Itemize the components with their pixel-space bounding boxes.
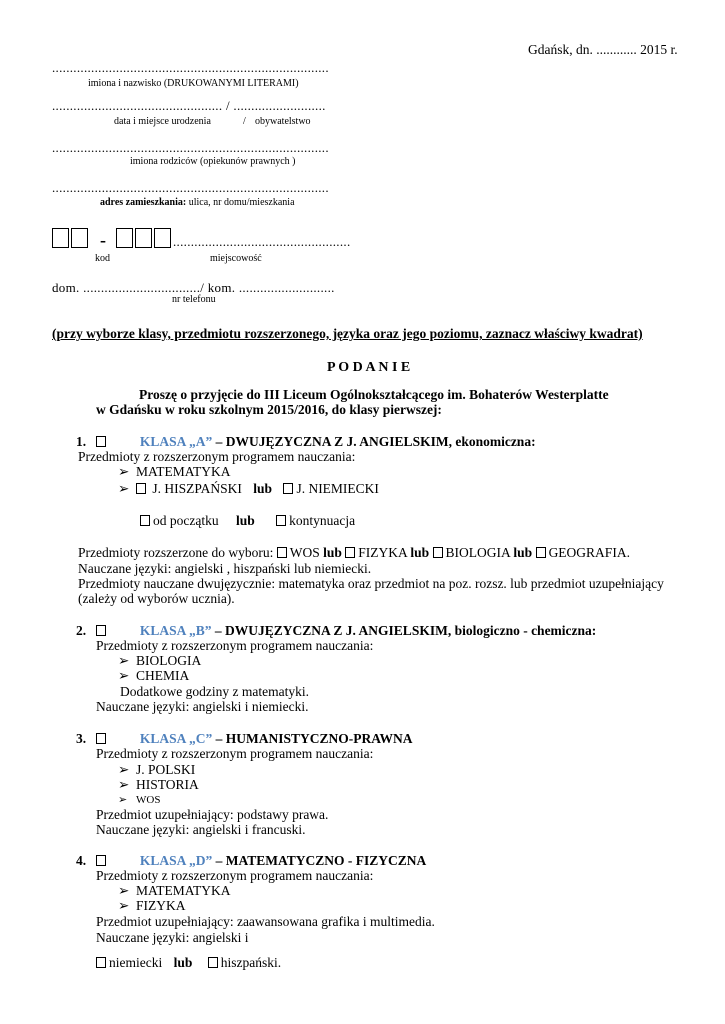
city-field[interactable]: .................................................. — [173, 234, 351, 249]
arrow-bullet-icon: ➢ — [118, 777, 130, 792]
class-c-ext-label: Przedmioty z rozszerzonym programem nauczania: — [96, 746, 374, 761]
class-b-subject — [118, 668, 189, 684]
class-a-name: KLASA „A” — [139, 434, 213, 449]
name-caption: imiona i nazwisko (DRUKOWANYMI LITERAMI) — [88, 78, 299, 89]
subject-label: MATEMATYKA — [136, 464, 231, 479]
arrow-bullet-icon: ➢ — [118, 883, 130, 898]
class-b-checkbox[interactable] — [96, 625, 106, 636]
class-a-number: 1. — [76, 434, 87, 449]
class-d-languages: Nauczane języki: angielski i — [96, 930, 249, 945]
class-c-extra: Przedmiot uzupełniający: podstawy prawa. — [96, 807, 329, 822]
class-a-ext-label: Przedmioty z rozszerzonym programem nauczania: — [78, 449, 356, 464]
postcode-field[interactable] — [52, 228, 351, 251]
class-a-elective-choice — [78, 545, 630, 561]
address-field[interactable]: .............................................................................. — [52, 180, 329, 195]
arrow-bullet-icon: ➢ — [118, 481, 130, 496]
class-a-subject — [118, 464, 231, 480]
class-b-ext-label: Przedmioty z rozszerzonym programem nauczania: — [96, 638, 374, 653]
class-c-desc: – HUMANISTYCZNO-PRAWNA — [212, 731, 413, 746]
physics-checkbox[interactable] — [345, 547, 355, 558]
birth-caption-slash: / — [243, 116, 246, 127]
class-d-desc: – MATEMATYCZNO - FIZYCZNA — [212, 853, 427, 868]
class-d-checkbox[interactable] — [96, 855, 106, 866]
postcode-box[interactable] — [52, 228, 69, 248]
class-b-languages: Nauczane języki: angielski i niemiecki. — [96, 699, 309, 714]
class-a-bilingual: Przedmioty nauczane dwujęzycznie: matematyka oraz przedmiot na poz. rozsz. lub przedmiot uzupełniający — [78, 576, 664, 591]
class-a-checkbox[interactable] — [96, 436, 106, 447]
class-d-subject — [118, 883, 231, 899]
or-label: lub — [513, 545, 533, 560]
birth-field[interactable]: ................................................ / .......................... — [52, 98, 326, 113]
geography-checkbox[interactable] — [536, 547, 546, 558]
postcode-box[interactable] — [135, 228, 152, 248]
class-d-heading — [76, 853, 426, 869]
biology-checkbox[interactable] — [433, 547, 443, 558]
wos-checkbox[interactable] — [277, 547, 287, 558]
or-label: lub — [173, 955, 193, 970]
subject-label: WOS — [136, 794, 161, 806]
address-caption — [100, 197, 295, 208]
or-label: lub — [410, 545, 430, 560]
city-caption: miejscowość — [210, 253, 262, 264]
class-b-heading — [76, 623, 596, 639]
arrow-bullet-icon: ➢ — [118, 464, 130, 479]
beginner-label: od początku — [153, 513, 219, 528]
place-date: Gdańsk, dn. ............ 2015 r. — [528, 42, 678, 57]
class-c-subject — [118, 762, 195, 778]
class-c-subject — [118, 793, 160, 806]
class-a-level-choice — [140, 513, 355, 529]
address-caption-label: adres zamieszkania: — [100, 197, 187, 208]
parents-caption: imiona rodziców (opiekunów prawnych ) — [130, 156, 296, 167]
class-c-subject — [118, 777, 199, 793]
spanish-label: J. HISZPAŃSKI — [152, 481, 242, 496]
wos-label: WOS — [289, 545, 320, 560]
class-c-name: KLASA „C” — [139, 731, 213, 746]
instruction-text: (przy wyborze klasy, przedmiotu rozszerzonego, języka oraz jego poziomu, zaznacz właściwy kwadrat) — [52, 326, 643, 341]
or-label: lub — [323, 545, 342, 560]
class-a-bilingual-note: (zależy od wyborów ucznia). — [78, 591, 235, 606]
subject-label: HISTORIA — [136, 777, 199, 792]
subject-label: BIOLOGIA — [136, 653, 202, 668]
spanish-checkbox[interactable] — [208, 957, 218, 968]
arrow-bullet-icon: ➢ — [118, 668, 130, 683]
subject-label: CHEMIA — [136, 668, 190, 683]
biology-label: BIOLOGIA — [445, 545, 511, 560]
german-label: J. NIEMIECKI — [296, 481, 379, 496]
continuation-checkbox[interactable] — [276, 515, 286, 526]
or-label: lub — [235, 513, 255, 528]
german-checkbox[interactable] — [96, 957, 106, 968]
postcode-dash: - — [100, 230, 106, 250]
citizenship-caption: obywatelstwo — [255, 116, 311, 127]
geography-label: GEOGRAFIA. — [548, 545, 630, 560]
arrow-bullet-icon: ➢ — [118, 794, 128, 806]
class-c-heading — [76, 731, 413, 747]
arrow-bullet-icon: ➢ — [118, 653, 130, 668]
class-a-languages: Nauczane języki: angielski , hiszpański lub niemiecki. — [78, 561, 372, 576]
class-b-desc: – DWUJĘZYCZNA Z J. ANGIELSKIM, biologiczno - chemiczna: — [211, 623, 597, 638]
postcode-caption: kod — [95, 253, 110, 264]
subject-label: FIZYKA — [136, 898, 186, 913]
class-d-subject — [118, 898, 186, 914]
class-d-ext-label: Przedmioty z rozszerzonym programem nauczania: — [96, 868, 374, 883]
subject-label: J. POLSKI — [136, 762, 196, 777]
spanish-checkbox[interactable] — [136, 483, 146, 494]
address-caption-detail: ulica, nr domu/mieszkania — [186, 197, 295, 208]
postcode-box[interactable] — [71, 228, 88, 248]
class-b-number: 2. — [76, 623, 87, 638]
name-field[interactable]: .............................................................................. — [52, 60, 329, 75]
class-b-extra: Dodatkowe godziny z matematyki. — [120, 684, 309, 699]
class-a-heading — [76, 434, 536, 450]
class-d-name: KLASA „D” — [139, 853, 213, 868]
class-a-language-choice — [118, 481, 379, 497]
german-label: niemiecki — [109, 955, 163, 970]
parents-field[interactable]: .............................................................................. — [52, 140, 329, 155]
class-d-number: 4. — [76, 853, 87, 868]
class-b-subject — [118, 653, 201, 669]
subject-label: MATEMATYKA — [136, 883, 231, 898]
class-d-extra: Przedmiot uzupełniający: zaawansowana grafika i multimedia. — [96, 914, 435, 929]
postcode-box[interactable] — [154, 228, 171, 248]
or-label: lub — [253, 481, 273, 496]
page-title: P O D A N I E — [327, 360, 411, 375]
phone-caption: nr telefonu — [172, 294, 216, 305]
class-c-checkbox[interactable] — [96, 733, 106, 744]
class-c-number: 3. — [76, 731, 87, 746]
spanish-label: hiszpański. — [220, 955, 282, 970]
german-checkbox[interactable] — [283, 483, 293, 494]
intro-line-1: Proszę o przyjęcie do III Liceum Ogólnokształcącego im. Bohaterów Westerplatte — [139, 387, 609, 402]
arrow-bullet-icon: ➢ — [118, 898, 130, 913]
birth-caption: data i miejsce urodzenia — [114, 116, 211, 127]
class-d-language-choice — [96, 955, 281, 971]
class-c-languages: Nauczane języki: angielski i francuski. — [96, 822, 306, 837]
elective-label: Przedmioty rozszerzone do wyboru: — [78, 545, 274, 560]
class-b-name: KLASA „B” — [139, 623, 212, 638]
intro-line-2: w Gdańsku w roku szkolnym 2015/2016, do klasy pierwszej: — [96, 402, 442, 417]
arrow-bullet-icon: ➢ — [118, 762, 130, 777]
postcode-box[interactable] — [116, 228, 133, 248]
continuation-label: kontynuacja — [289, 513, 356, 528]
physics-label: FIZYKA — [358, 545, 407, 560]
beginner-checkbox[interactable] — [140, 515, 150, 526]
phone-field[interactable]: dom. ................................./ kom. ........................... — [52, 280, 335, 295]
class-a-desc: – DWUJĘZYCZNA Z J. ANGIELSKIM, ekonomiczna: — [212, 434, 536, 449]
